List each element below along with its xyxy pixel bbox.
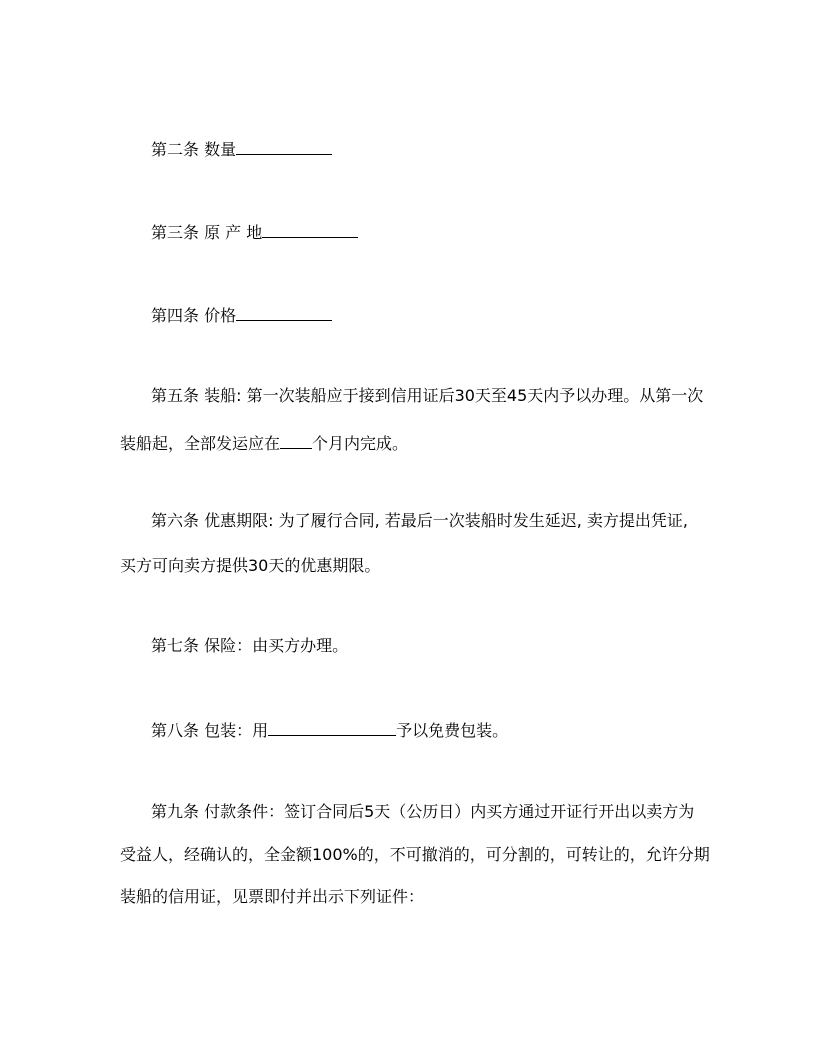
shipment-line2-after: 个月内完成。	[312, 434, 409, 453]
packing-before: 第八条 包装：用	[151, 721, 269, 740]
clause-shipment-line1: 第五条 装船: 第一次装船应于接到信用证后30天至45天内予以办理。从第一次	[151, 386, 704, 405]
clause-grace-period-line2: 买方可向卖方提供30天的优惠期限。	[120, 556, 381, 575]
clause-price	[151, 304, 332, 326]
price-blank	[236, 304, 332, 321]
clause-quantity	[151, 138, 332, 160]
clause-insurance: 第七条 保险：由买方办理。	[151, 636, 349, 655]
clause-packing	[151, 719, 508, 741]
clause-origin-label: 第三条 原 产 地	[151, 223, 263, 242]
clause-quantity-label: 第二条 数量	[151, 140, 237, 159]
origin-blank	[262, 221, 358, 238]
clause-payment-line3: 装船的信用证，见票即付并出示下列证件：	[120, 887, 425, 906]
shipment-line2-before: 装船起，全部发运应在	[120, 434, 281, 453]
packing-blank	[268, 719, 396, 736]
quantity-blank	[236, 138, 332, 155]
clause-price-label: 第四条 价格	[151, 306, 237, 325]
clause-payment-line2: 受益人，经确认的，全金额100%的，不可撤消的，可分割的，可转让的，允许分期	[120, 845, 710, 864]
clause-payment-line1: 第九条 付款条件：签订合同后5天（公历日）内买方通过开证行开出以卖方为	[151, 802, 695, 821]
packing-after: 予以免费包装。	[396, 721, 509, 740]
months-blank	[280, 432, 312, 449]
clause-shipment-line2	[120, 432, 408, 454]
clause-grace-period-line1: 第六条 优惠期限: 为了履行合同, 若最后一次装船时发生延迟, 卖方提出凭证,	[151, 511, 688, 530]
clause-origin	[151, 221, 358, 243]
